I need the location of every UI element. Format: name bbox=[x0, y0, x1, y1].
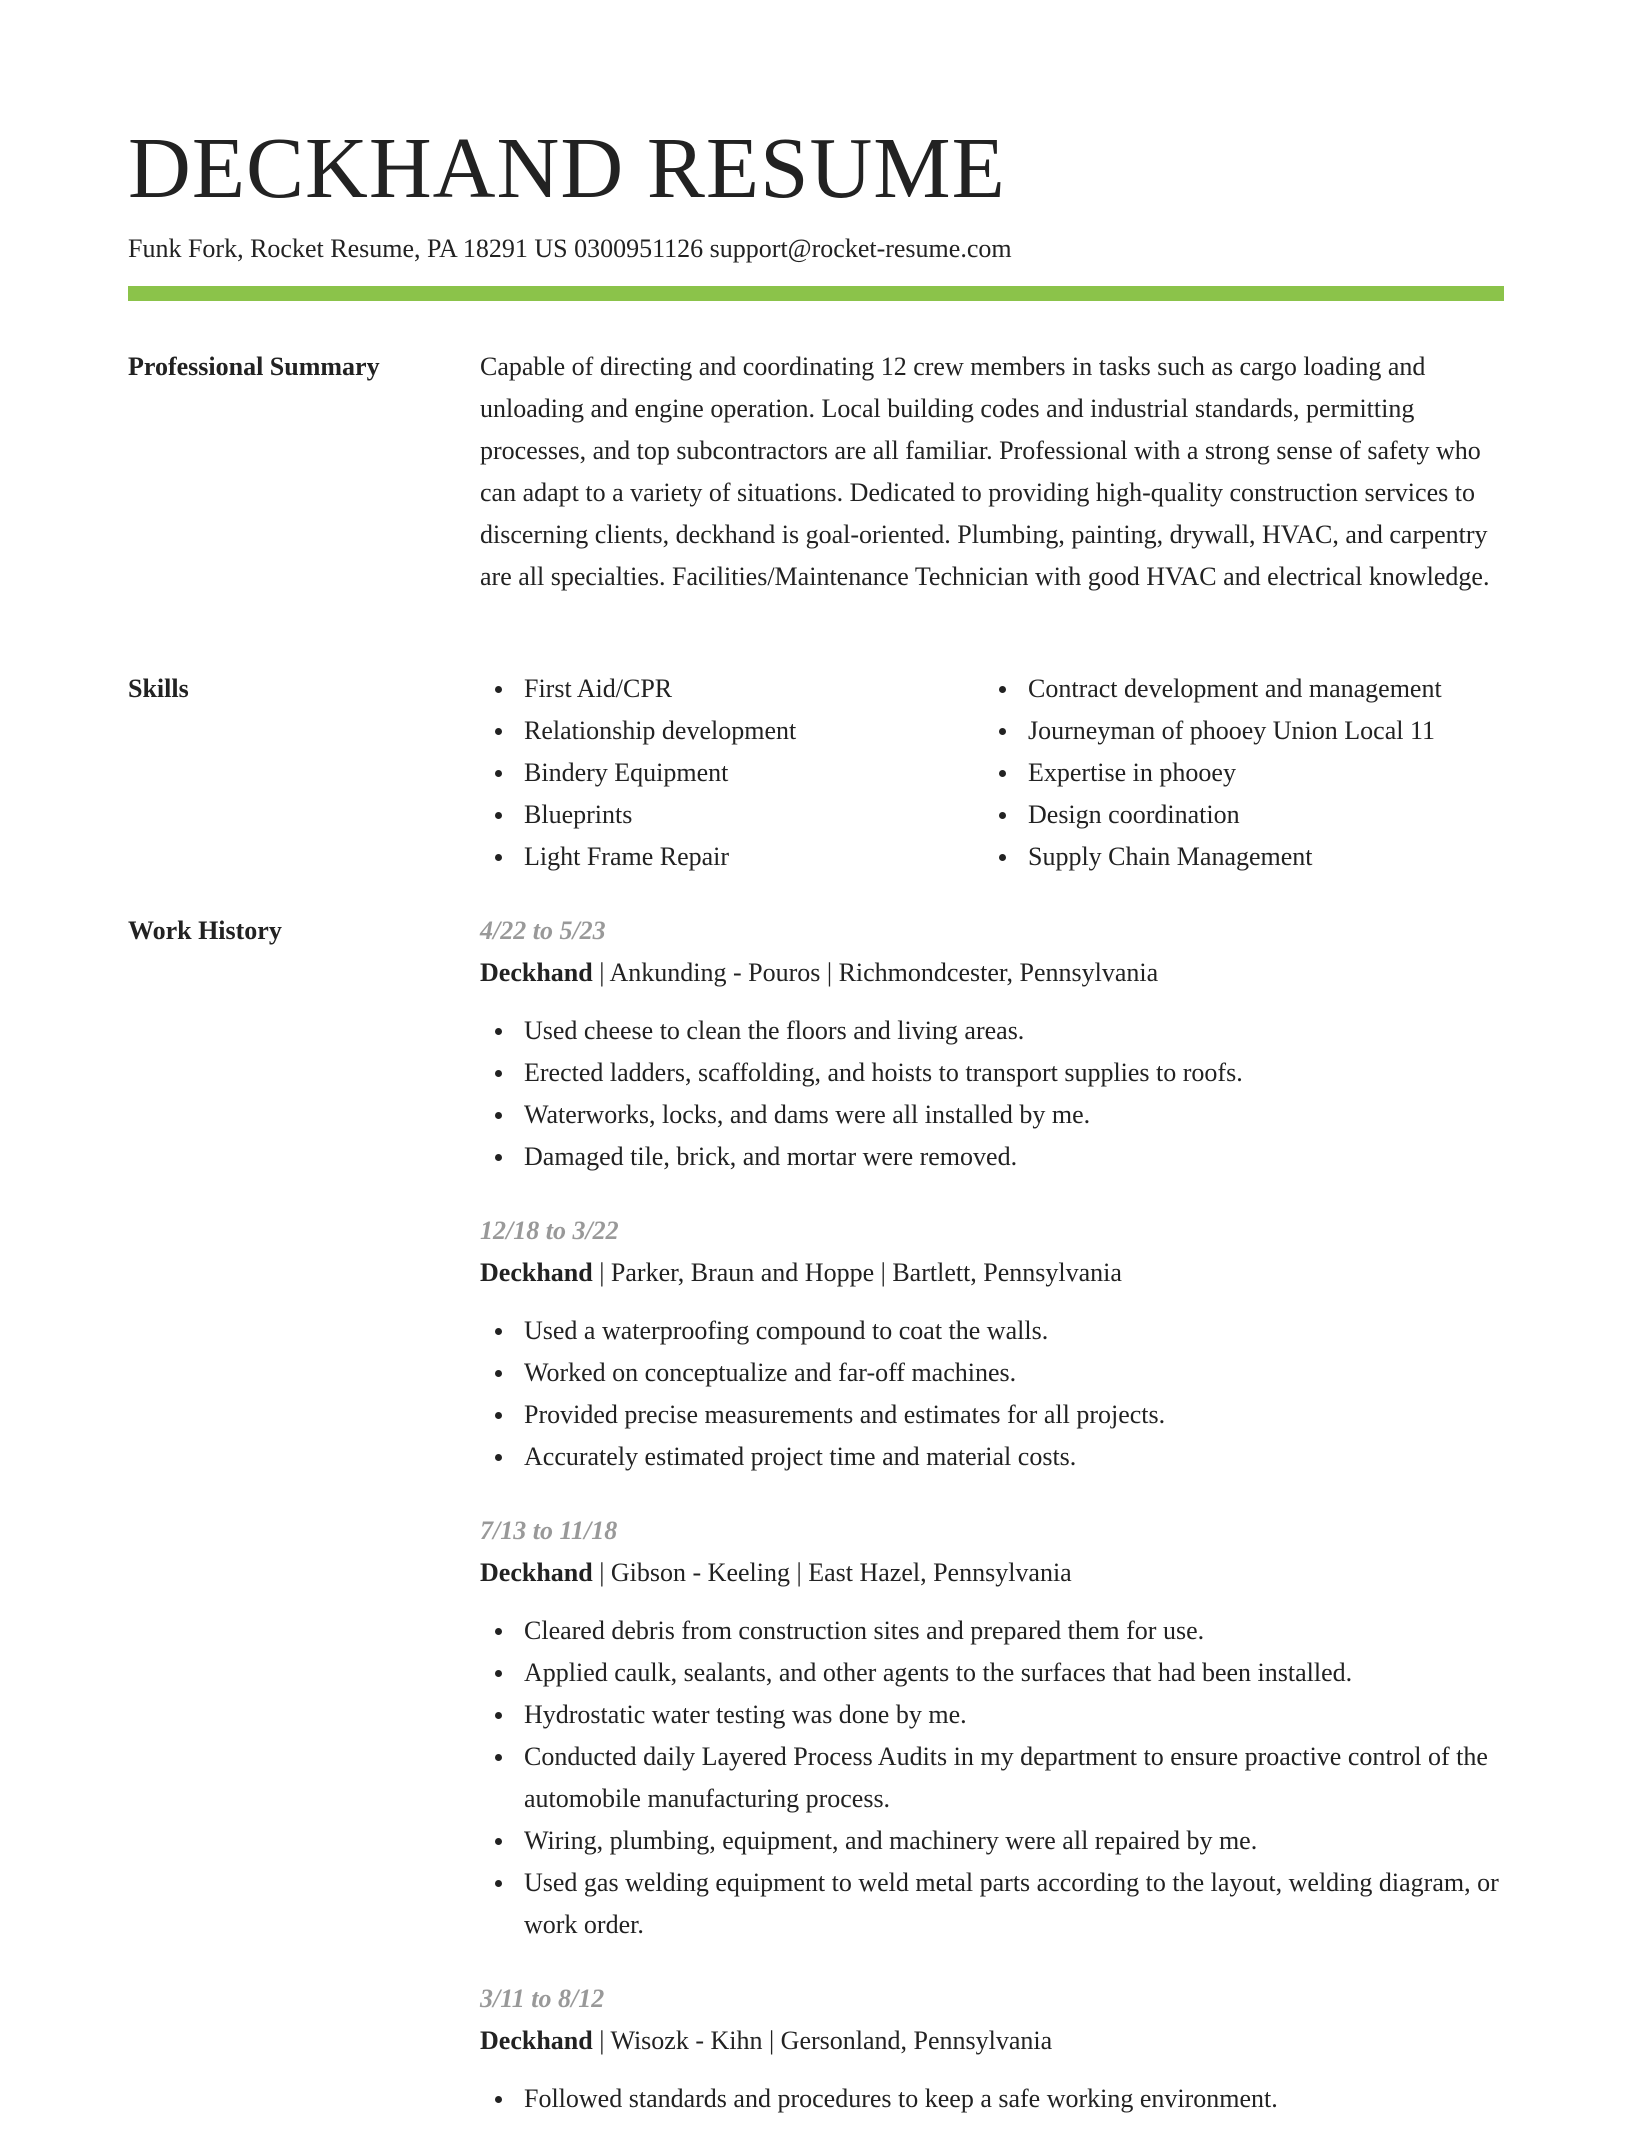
job-title: Deckhand bbox=[480, 1258, 593, 1287]
job-title: Deckhand bbox=[480, 2026, 593, 2055]
job-heading bbox=[480, 2020, 1504, 2062]
skills-list-left bbox=[480, 668, 980, 878]
work-history-label: Work History bbox=[128, 916, 282, 945]
skill-item: Expertise in phooey bbox=[984, 752, 1484, 794]
job-entry bbox=[480, 1210, 1504, 1478]
job-bullet: Worked on conceptualize and far-off machines. bbox=[480, 1352, 1504, 1394]
skill-item: Light Frame Repair bbox=[480, 836, 980, 878]
job-title: Deckhand bbox=[480, 1558, 593, 1587]
job-details: | Gibson - Keeling | East Hazel, Pennsylvania bbox=[592, 1558, 1072, 1587]
job-bullet: Followed standards and procedures to keep a safe working environment. bbox=[480, 2078, 1504, 2120]
job-entry bbox=[480, 1978, 1504, 2120]
job-bullet: Used gas welding equipment to weld metal parts according to the layout, welding diagram, or work order. bbox=[480, 1862, 1504, 1946]
contact-info: Funk Fork, Rocket Resume, PA 18291 US 0300951126 support@rocket-resume.com bbox=[128, 234, 1012, 263]
job-details: | Wisozk - Kihn | Gersonland, Pennsylvania bbox=[592, 2026, 1053, 2055]
summary-label: Professional Summary bbox=[128, 352, 380, 381]
skill-item: Blueprints bbox=[480, 794, 980, 836]
skill-item: Relationship development bbox=[480, 710, 980, 752]
skill-item: Supply Chain Management bbox=[984, 836, 1484, 878]
job-bullets bbox=[480, 1010, 1504, 1178]
summary-text: Capable of directing and coordinating 12 crew members in tasks such as cargo loading and unloading and engine operation. Local building codes and industrial standards, permitting processes, and top subcontractors are all familiar. Professional with a strong sense of safety who can adapt to a variety of situations. Dedicated to providing high-quality construction services to discerning clients, deckhand is goal-oriented. Plumbing, painting, drywall, HVAC, and carpentry are all specialties. Facilities/Maintenance Technician with good HVAC and electrical knowledge. bbox=[480, 352, 1490, 591]
job-bullet: Waterworks, locks, and dams were all installed by me. bbox=[480, 1094, 1504, 1136]
job-dates: 3/11 to 8/12 bbox=[480, 1984, 605, 2013]
job-bullet: Used cheese to clean the floors and living areas. bbox=[480, 1010, 1504, 1052]
job-bullets bbox=[480, 1610, 1504, 1946]
job-title: Deckhand bbox=[480, 958, 593, 987]
skill-item: Design coordination bbox=[984, 794, 1484, 836]
job-dates: 12/18 to 3/22 bbox=[480, 1216, 619, 1245]
job-dates: 7/13 to 11/18 bbox=[480, 1516, 618, 1545]
skill-item: Bindery Equipment bbox=[480, 752, 980, 794]
job-dates: 4/22 to 5/23 bbox=[480, 916, 606, 945]
job-bullet: Provided precise measurements and estimates for all projects. bbox=[480, 1394, 1504, 1436]
skill-item: Contract development and management bbox=[984, 668, 1484, 710]
job-heading bbox=[480, 1552, 1504, 1594]
job-heading bbox=[480, 952, 1504, 994]
job-bullets bbox=[480, 1310, 1504, 1478]
job-bullet: Erected ladders, scaffolding, and hoists to transport supplies to roofs. bbox=[480, 1052, 1504, 1094]
job-bullet: Accurately estimated project time and material costs. bbox=[480, 1436, 1504, 1478]
job-bullet: Used a waterproofing compound to coat the walls. bbox=[480, 1310, 1504, 1352]
resume-title: DECKHAND RESUME bbox=[128, 119, 1006, 216]
skills-list-right bbox=[984, 668, 1484, 878]
job-bullets bbox=[480, 2078, 1504, 2120]
job-details: | Ankunding - Pouros | Richmondcester, Pennsylvania bbox=[592, 958, 1159, 987]
job-bullet: Conducted daily Layered Process Audits in my department to ensure proactive control of the automobile manufacturing process. bbox=[480, 1736, 1504, 1820]
header-divider bbox=[128, 286, 1504, 301]
job-entry bbox=[480, 910, 1504, 1178]
job-heading bbox=[480, 1252, 1504, 1294]
job-bullet: Applied caulk, sealants, and other agents to the surfaces that had been installed. bbox=[480, 1652, 1504, 1694]
job-entry bbox=[480, 1510, 1504, 1946]
job-bullet: Damaged tile, brick, and mortar were removed. bbox=[480, 1136, 1504, 1178]
job-details: | Parker, Braun and Hoppe | Bartlett, Pennsylvania bbox=[592, 1258, 1122, 1287]
job-bullet: Cleared debris from construction sites and prepared them for use. bbox=[480, 1610, 1504, 1652]
job-bullet: Hydrostatic water testing was done by me. bbox=[480, 1694, 1504, 1736]
skill-item: First Aid/CPR bbox=[480, 668, 980, 710]
job-bullet: Wiring, plumbing, equipment, and machinery were all repaired by me. bbox=[480, 1820, 1504, 1862]
skill-item: Journeyman of phooey Union Local 11 bbox=[984, 710, 1484, 752]
skills-label: Skills bbox=[128, 674, 189, 703]
